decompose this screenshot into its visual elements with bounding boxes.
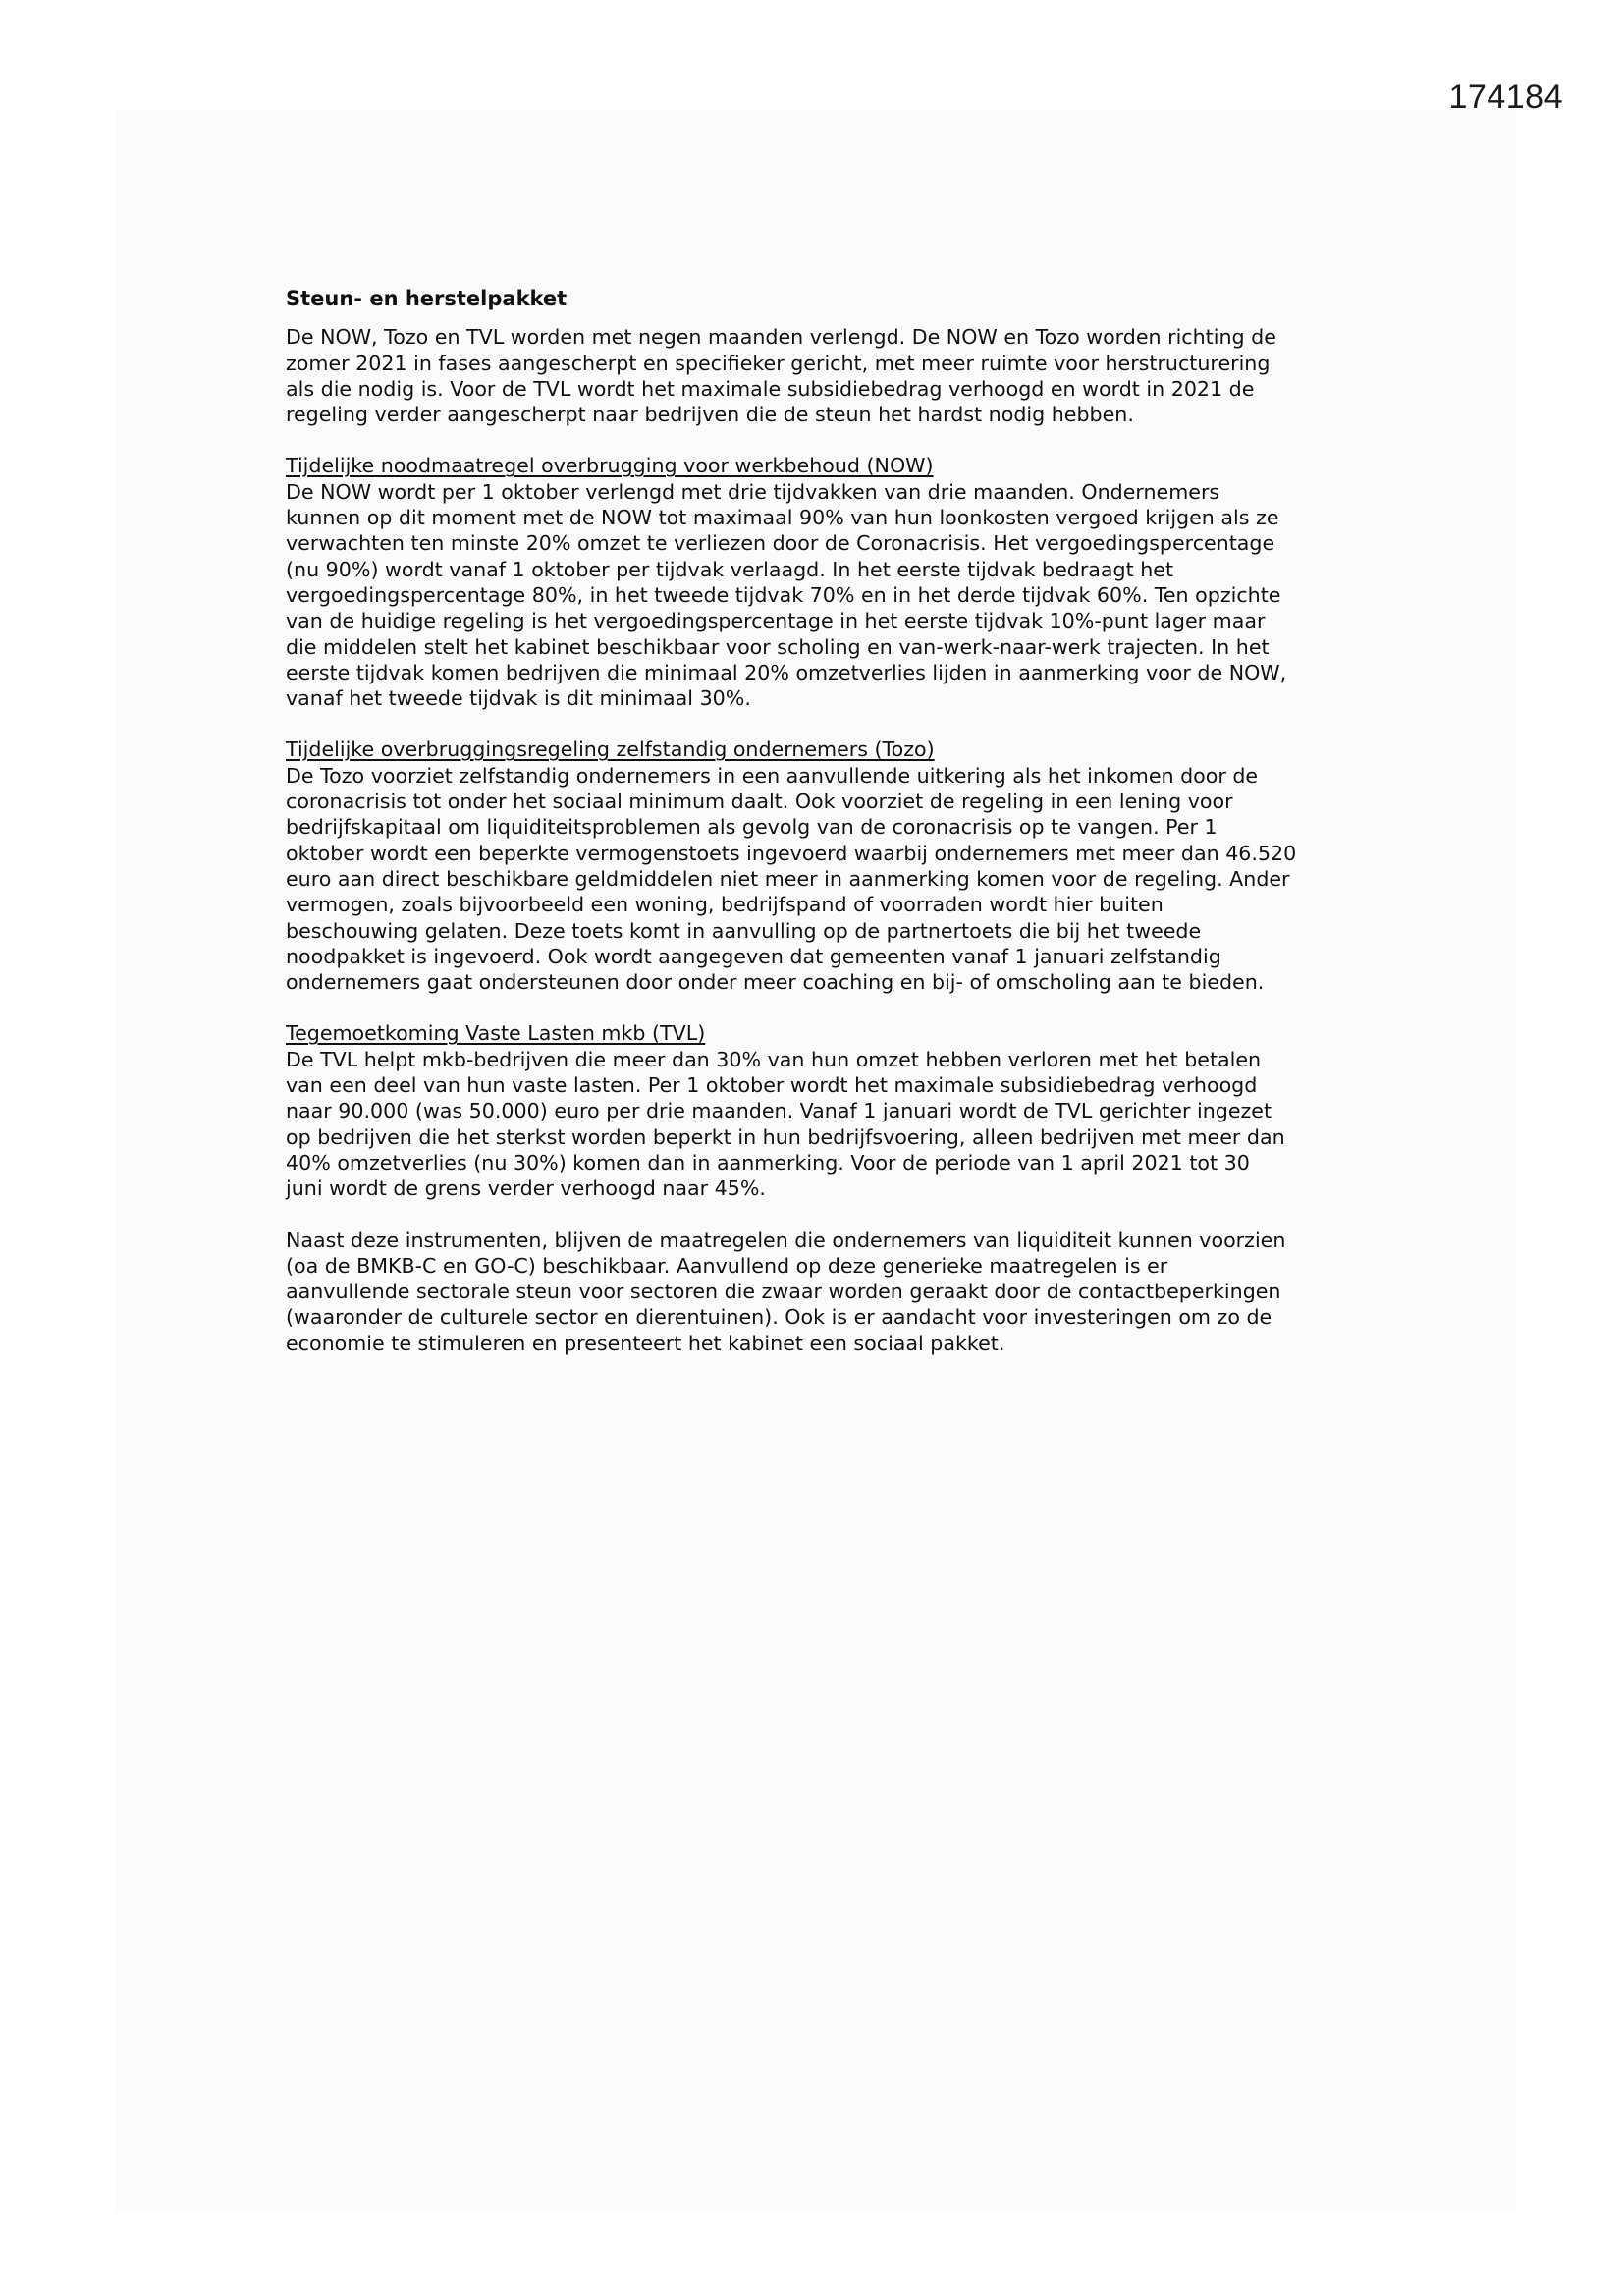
- section-line: vanaf het tweede tijdvak is dit minimaal 30%.: [286, 686, 751, 711]
- section-line: De Tozo voorziet zelfstandig ondernemers in een aanvullende uitkering als het inkomen door de: [286, 763, 1259, 788]
- section-line: die middelen stelt het kabinet beschikbaar voor scholing en van-werk-naar-werk trajecten. In het: [286, 634, 1270, 659]
- section-line: vergoedingspercentage 80%, in het tweede tijdvak 70% en in het derde tijdvak 60%. Ten opzichte: [286, 582, 1281, 607]
- closing-line: aanvullende sectorale steun voor sectoren die zwaar worden geraakt door de contactbeperkingen: [286, 1280, 1281, 1304]
- closing-paragraph: [286, 1228, 1366, 1356]
- intro-line: als die nodig is. Voor de TVL wordt het maximale subsidiebedrag verhoogd en wordt in 2021 de: [286, 376, 1255, 401]
- section-line: De TVL helpt mkb-bedrijven die meer dan 30% van hun omzet hebben verloren met het betalen: [286, 1047, 1262, 1071]
- section-line: beschouwing gelaten. Deze toets komt in aanvulling op de partnertoets die bij het tweede: [286, 918, 1202, 943]
- section-line: (nu 90%) wordt vanaf 1 oktober per tijdvak verlaagd. In het eerste tijdvak bedraagt het: [286, 557, 1174, 581]
- section-heading-now: Tijdelijke noodmaatregel overbrugging voor werkbehoud (NOW): [286, 454, 934, 478]
- section-line: coronacrisis tot onder het sociaal minimum daalt. Ook voorziet de regeling in een lening voor: [286, 790, 1233, 814]
- intro-paragraph: [286, 324, 1366, 427]
- section-line: oktober wordt een beperkte vermogenstoets ingevoerd waarbij ondernemers met meer dan 46.520: [286, 841, 1297, 865]
- intro-line: regeling verder aangescherpt naar bedrijven die de steun het hardst nodig hebben.: [286, 403, 1134, 427]
- section-tvl: [286, 1020, 1366, 1201]
- intro-line: De NOW, Tozo en TVL worden met negen maanden verlengd. De NOW en Tozo worden richting de: [286, 325, 1276, 350]
- closing-line: (oa de BMKB-C en GO-C) beschikbaar. Aanvullend op deze generieke maatregelen is er: [286, 1253, 1168, 1278]
- section-line: van de huidige regeling is het vergoedingspercentage in het eerste tijdvak 10%-punt lager maar: [286, 609, 1266, 633]
- section-now: [286, 453, 1366, 711]
- section-line: vermogen, zoals bijvoorbeeld een woning, bedrijfspand of voorraden wordt hier buiten: [286, 893, 1164, 917]
- closing-line: Naast deze instrumenten, blijven de maatregelen die ondernemers van liquiditeit kunnen voorzien: [286, 1228, 1286, 1252]
- section-line: euro aan direct beschikbare geldmiddelen niet meer in aanmerking komen voor de regeling. Ander: [286, 866, 1290, 891]
- section-line: bedrijfskapitaal om liquiditeitsproblemen als gevolg van de coronacrisis op te vangen. Per 1: [286, 815, 1218, 840]
- document-title: Steun- en herstelpakket: [286, 287, 568, 310]
- section-tozo: [286, 737, 1366, 995]
- section-line: ondernemers gaat ondersteunen door onder meer coaching en bij- of omscholing aan te bieden.: [286, 970, 1265, 995]
- closing-line: economie te stimuleren en presenteert het kabinet een sociaal pakket.: [286, 1331, 1005, 1355]
- section-line: juni wordt de grens verder verhoogd naar 45%.: [286, 1176, 766, 1201]
- document-body: [286, 286, 1366, 1382]
- section-line: verwachten ten minste 20% omzet te verliezen door de Coronacrisis. Het vergoedingspercentage: [286, 531, 1275, 556]
- intro-line: zomer 2021 in fases aangescherpt en specifieker gericht, met meer ruimte voor herstructurering: [286, 351, 1271, 375]
- section-line: 40% omzetverlies (nu 30%) komen dan in aanmerking. Voor de periode van 1 april 2021 tot 30: [286, 1150, 1250, 1175]
- section-heading-tvl: Tegemoetkoming Vaste Lasten mkb (TVL): [286, 1021, 706, 1046]
- section-line: op bedrijven die het sterkst worden beperkt in hun bedrijfsvoering, alleen bedrijven met meer dan: [286, 1124, 1285, 1149]
- section-line: van een deel van hun vaste lasten. Per 1 oktober wordt het maximale subsidiebedrag verhoogd: [286, 1073, 1258, 1098]
- section-line: naar 90.000 (was 50.000) euro per drie maanden. Vanaf 1 januari wordt de TVL gerichter ingezet: [286, 1099, 1272, 1123]
- section-line: noodpakket is ingevoerd. Ook wordt aangegeven dat gemeenten vanaf 1 januari zelfstandig: [286, 944, 1221, 968]
- section-line: De NOW wordt per 1 oktober verlengd met drie tijdvakken van drie maanden. Ondernemers: [286, 479, 1220, 504]
- section-line: kunnen op dit moment met de NOW tot maximaal 90% van hun loonkosten vergoed krijgen als ze: [286, 506, 1279, 530]
- document-number: 174184: [1448, 79, 1563, 116]
- closing-line: (waaronder de culturele sector en dierentuinen). Ook is er aandacht voor investeringen om zo de: [286, 1305, 1272, 1330]
- section-line: eerste tijdvak komen bedrijven die minimaal 20% omzetverlies lijden in aanmerking voor de NOW,: [286, 660, 1287, 684]
- section-heading-tozo: Tijdelijke overbruggingsregeling zelfstandig ondernemers (Tozo): [286, 738, 935, 762]
